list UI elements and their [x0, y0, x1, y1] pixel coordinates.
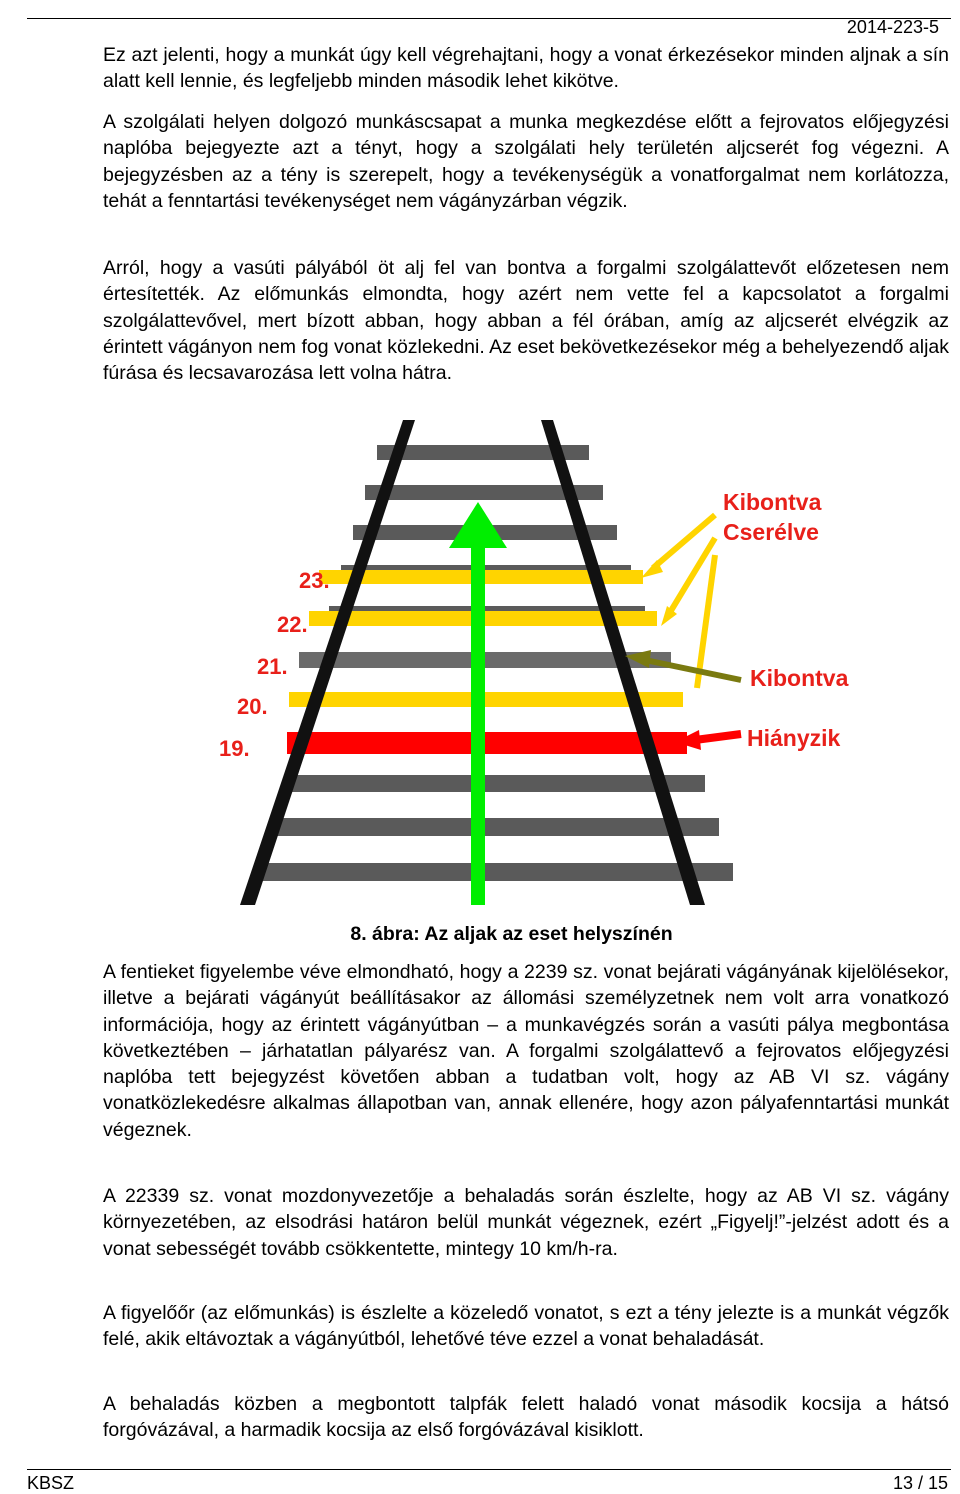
- sleeper: [285, 775, 705, 792]
- arrow-replaced-low: [697, 555, 715, 688]
- paragraph-6: A figyelőőr (az előmunkás) is észlelte a közeledő vonatot, s ezt a tény jelezte is a munkát végzők felé, akik eltávoztak a vágányútból, lehetővé téve ezzel a vonat behaladását.: [103, 1302, 949, 1351]
- paragraph-7: A behaladás közben a megbontott talpfák felett haladó vonat második kocsija a hátsó forgóvázával, a harmadik kocsija az első forgóvázával kisiklott.: [103, 1393, 949, 1442]
- page-number: 13 / 15: [892, 1473, 948, 1493]
- legend-kibontva-cserelve-line2: Cserélve: [723, 519, 819, 545]
- sleeper: [271, 818, 719, 836]
- legend-hianyzik: Hiányzik: [747, 725, 841, 751]
- legend-kibontva-cserelve-line1: Kibontva: [723, 489, 822, 515]
- paragraph-3: Arról, hogy a vasúti pályából öt alj fel van bontva a forgalmi szolgálattevőt előzetesen nem értesítették. Az előmunkás elmondta, hogy azért nem vette fel a kapcsolatot a forgalmi szolgálattevővel, mert bízott abban, hogy abban a fél órában, amíg az aljcserét elvégzik az érintett vágányon nem fog vonat közlekedni. Az eset bekövetkezésekor még a behelyezendő aljak fúrása és lecsavarozása lett volna hátra.: [103, 257, 949, 385]
- sleeper-19-missing-bar: [287, 732, 687, 754]
- sleeper-label-20: 20.: [237, 694, 268, 719]
- sleeper: [257, 863, 733, 881]
- header-rule: [27, 17, 951, 37]
- legend-kibontva: Kibontva: [750, 665, 849, 691]
- paragraph-1: Ez azt jelenti, hogy a munkát úgy kell végrehajtani, hogy a vonat érkezésekor minden aljnak a sín alatt kell lennie, és legfeljebb minden második lehet kikötve.: [103, 44, 949, 93]
- figure-caption: [0, 923, 960, 946]
- sleeper-label-23: 23.: [299, 568, 330, 593]
- footer-rule: [27, 1469, 951, 1470]
- sleeper-label-19: 19.: [219, 736, 250, 761]
- sleeper-label-22: 22.: [277, 612, 308, 637]
- footer-org: KBSZ: [27, 1473, 75, 1493]
- paragraph-2: A szolgálati helyen dolgozó munkáscsapat a munka megkezdése előtt a fejrovatos előjegyzési naplóba bejegyezte azt a tényt, hogy a szolgálati hely területén aljcserét fog végezni. A bejegyzésben az a tény is szerepelt, hogy a tevékenységük a vonatforgalmat nem korlátozza, tehát a fenntartási tevékenységet nem vágányzárban végzik.: [103, 111, 949, 212]
- sleeper-20-replaced-bar: [289, 692, 683, 707]
- document-id: 2014-223-5: [846, 17, 939, 37]
- arrow-replaced-top: [641, 515, 715, 578]
- sleeper-label-21: 21.: [257, 654, 288, 679]
- paragraph-4: A fentieket figyelembe véve elmondható, hogy a 2239 sz. vonat bejárati vágányának kijelölésekor, illetve a bejárati vágányút beállításakor az állomási személyzetnek nem volt arra vonatkozó információja, hogy az érintett vágányútban – a munkavégzés során a vasúti pálya megbontása következtében – járhatatlan pályarész van. A forgalmi szolgálattevő a fejrovatos előjegyzési naplóba tett bejegyzést követően abban a tudatban volt, hogy az AB VI sz. vágány vonatközlekedésre alkalmas állapotban van, annak ellenére, hogy azon pályafenntartási munkát végeznek.: [103, 961, 949, 1141]
- paragraph-5: A 22339 sz. vonat mozdonyvezetője a behaladás során észlelte, hogy az AB VI sz. vágány környezetében, az elsodrási határon belül munkát végeznek, ezért „Figyelj!”-jelzést adott és a vonat sebességét tovább csökkentette, mintegy 10 km/h-ra.: [103, 1185, 949, 1260]
- track-diagram: [205, 420, 895, 905]
- figure-caption-text: 8. ábra: Az aljak az eset helyszínén: [350, 923, 673, 945]
- track-diagram-svg: [205, 420, 895, 905]
